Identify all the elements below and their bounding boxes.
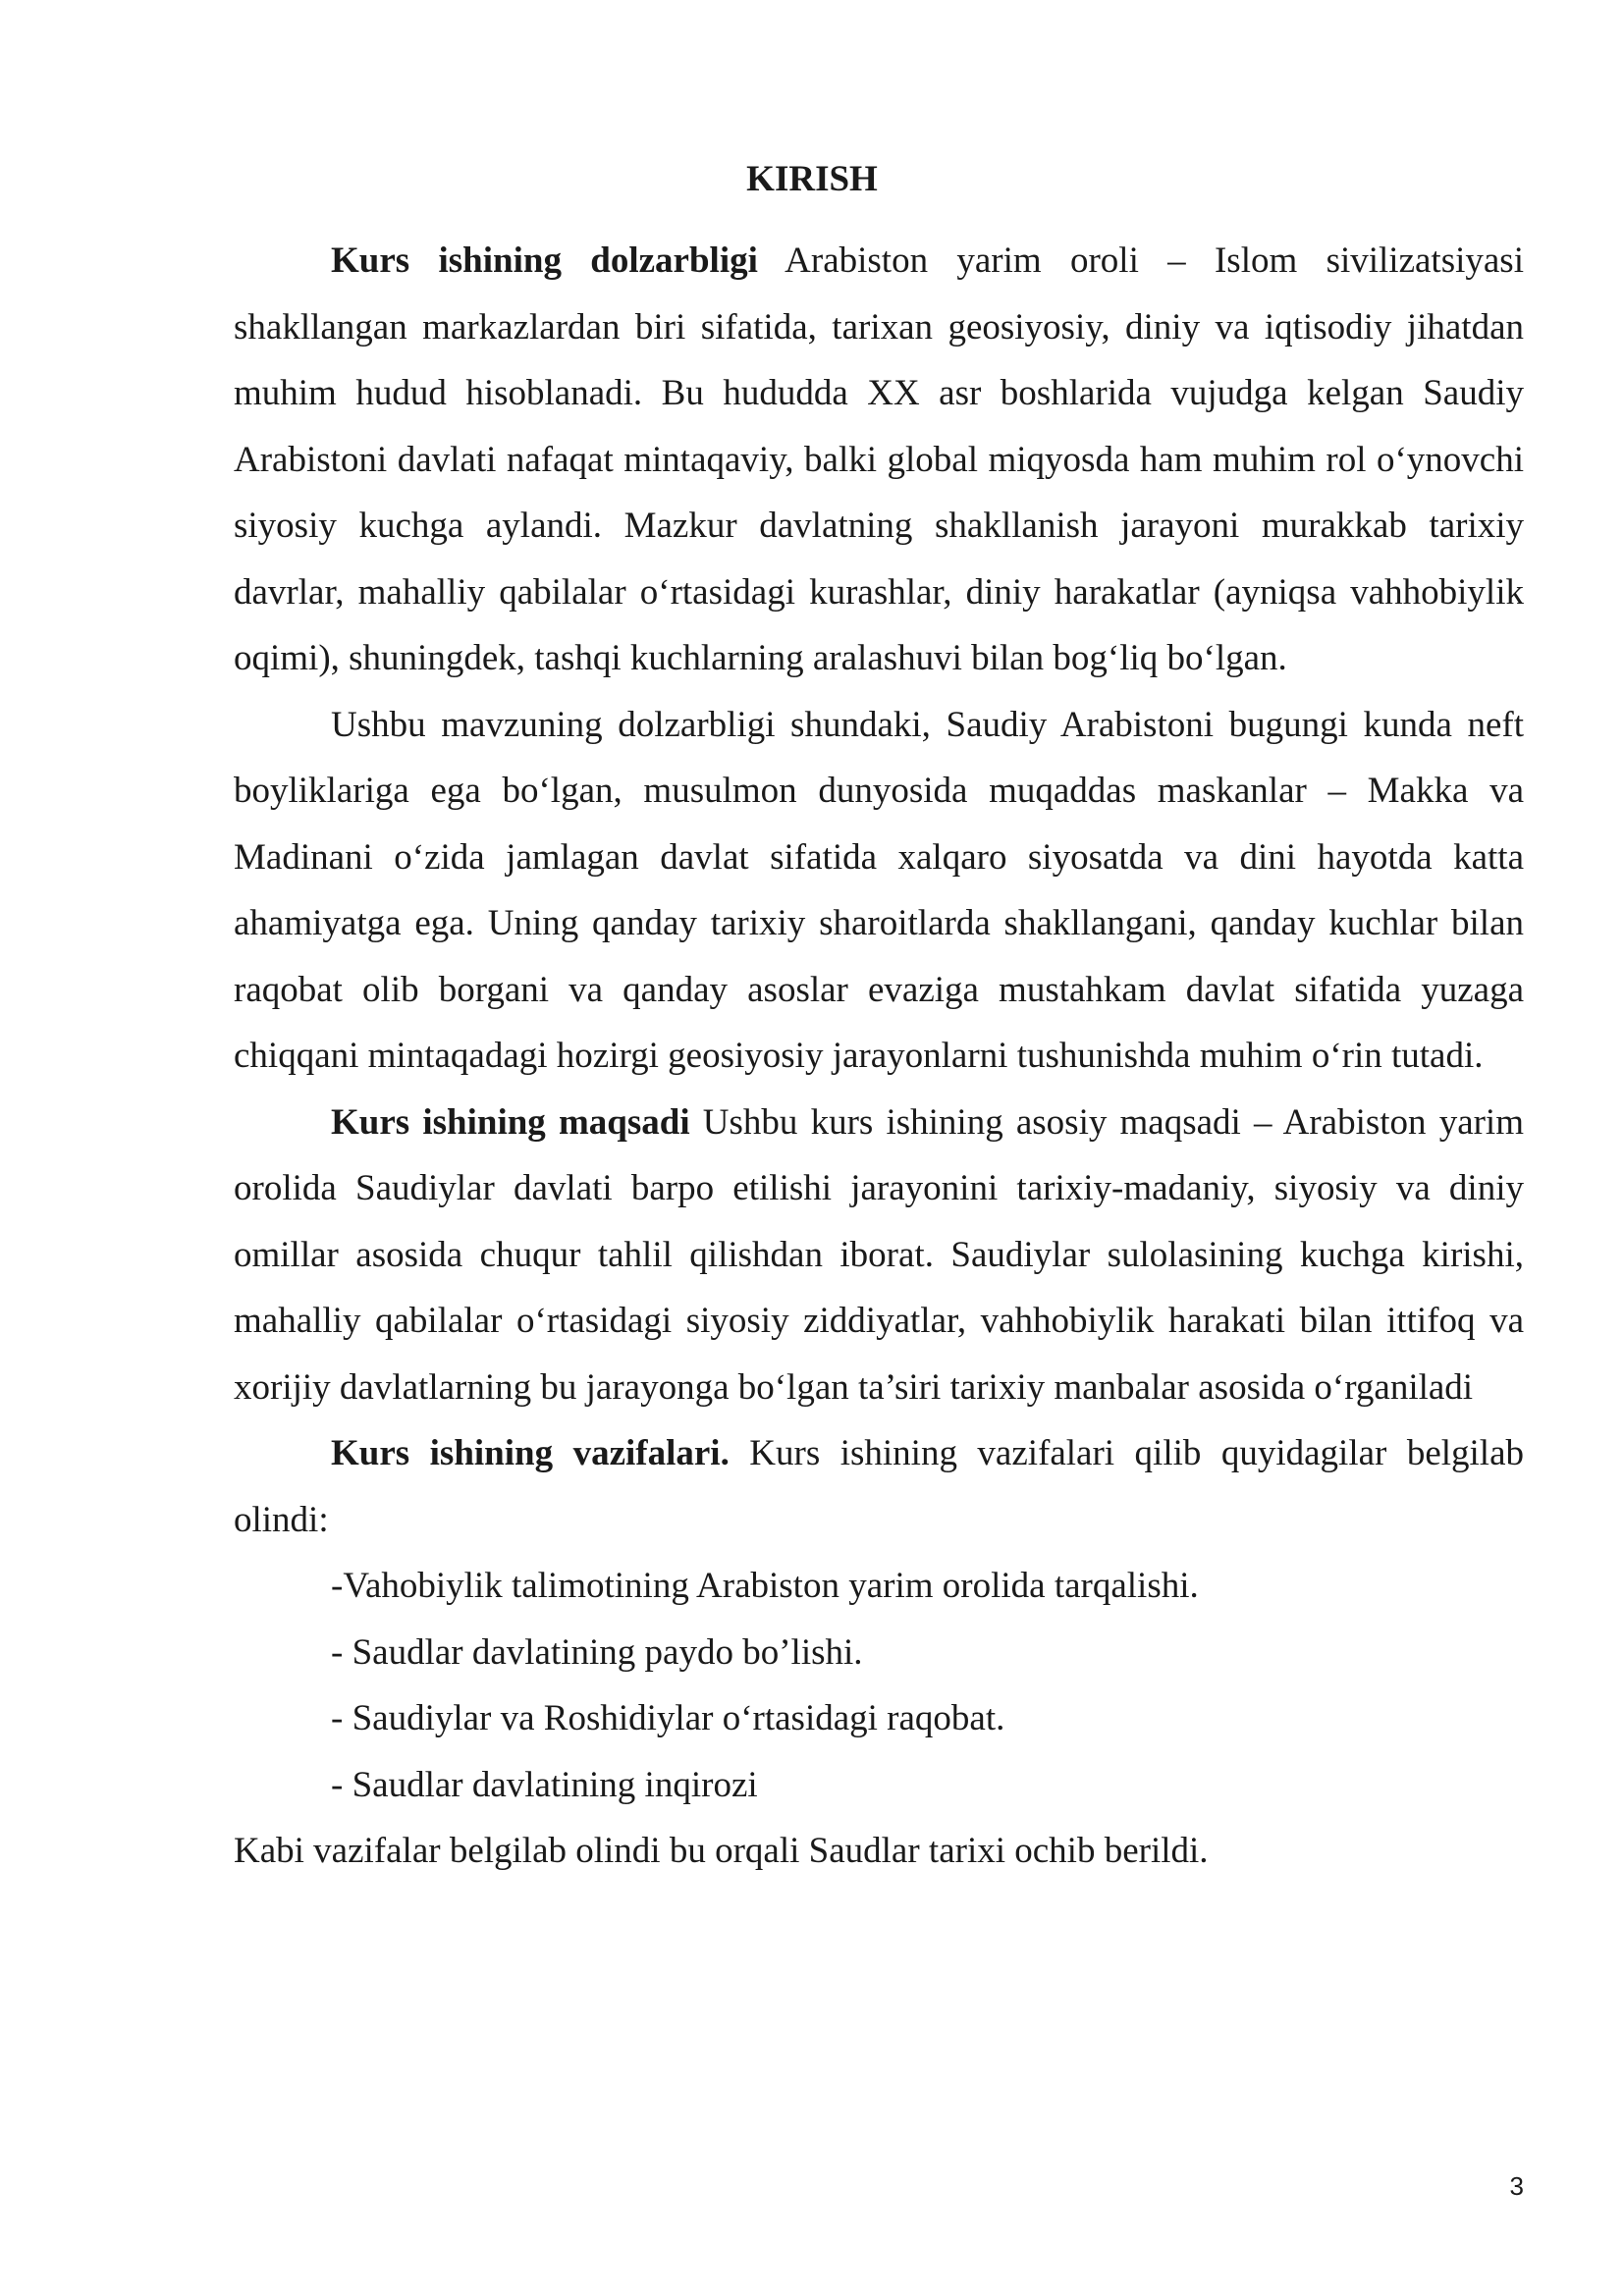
paragraph-relevance xyxy=(234,228,1524,692)
paragraph-lead-tasks: Kurs ishining vazifalari. xyxy=(331,1433,730,1473)
paragraph-text-goal: Ushbu kurs ishining asosiy maqsadi – Arabiston yarim orolida Saudiylar davlati barpo etilishi jarayonini tarixiy-madaniy, siyosiy va diniy omillar asosida chuqur tahlil qilishdan iborat. Saudiylar sulolasining kuchga kirishi, mahalliy qabilalar o‘rtasidagi siyosiy ziddiyatlar, vahhobiylik harakati bilan ittifoq va xorijiy davlatlarning bu jarayonga bo‘lgan ta’siri tarixiy manbalar asosida o‘rganiladi xyxy=(234,1101,1524,1408)
paragraph-text-relevance: Arabiston yarim oroli – Islom sivilizatsiyasi shakllangan markazlardan biri sifatida, tarixan geosiyosiy, diniy va iqtisodiy jihatdan muhim hudud hisoblanadi. Bu hududda XX asr boshlarida vujudga kelgan Saudiy Arabistoni davlati nafaqat mintaqaviy, balki global miqyosda ham muhim rol o‘ynovchi siyosiy kuchga aylandi. Mazkur davlatning shakllanish jarayoni murakkab tarixiy davrlar, mahalliy qabilalar o‘rtasidagi kurashlar, diniy harakatlar (ayniqsa vahhobiylik oqimi), shuningdek, tashqi kuchlarning aralashuvi bilan bog‘liq bo‘lgan. xyxy=(234,240,1524,678)
document-body xyxy=(234,228,1524,1885)
paragraph-lead-relevance: Kurs ishining dolzarbligi xyxy=(331,240,758,281)
page-title: KIRISH xyxy=(746,159,878,199)
page-number: 3 xyxy=(1509,2171,1524,2201)
task-item: - Saudiylar va Roshidiylar o‘rtasidagi raqobat. xyxy=(331,1698,1005,1738)
paragraph-tasks xyxy=(234,1420,1524,1553)
paragraph-goal xyxy=(234,1090,1524,1421)
paragraph-text-tasks: Kurs ishining vazifalari qilib quyidagilar belgilab olindi: xyxy=(234,1433,1524,1540)
paragraph-relevance-continued xyxy=(234,692,1524,1090)
task-item: - Saudlar davlatining paydo bo’lishi. xyxy=(331,1631,863,1673)
paragraph-text-relevance-continued: Ushbu mavzuning dolzarbligi shundaki, Saudiy Arabistoni bugungi kunda neft boyliklariga ega bo‘lgan, musulmon dunyosida muqaddas maskanlar – Makka va Madinani o‘zida jamlagan davlat sifatida xalqaro siyosatda va dini hayotda katta ahamiyatga ega. Uning qanday tarixiy sharoitlarda shakllangani, qanday kuchlar bilan raqobat olib borgani va qanday asoslar evaziga mustahkam davlat sifatida yuzaga chiqqani mintaqadagi hozirgi geosiyosiy jarayonlarni tushunishda muhim o‘rin tutadi. xyxy=(234,704,1524,1076)
paragraph-lead-goal: Kurs ishining maqsadi xyxy=(331,1101,690,1143)
task-item: - Saudlar davlatining inqirozi xyxy=(331,1764,758,1805)
conclusion-line: Kabi vazifalar belgilab olindi bu orqali Saudlar tarixi ochib berildi. xyxy=(234,1831,1209,1871)
task-item: -Vahobiylik talimotining Arabiston yarim orolida tarqalishi. xyxy=(331,1566,1199,1606)
